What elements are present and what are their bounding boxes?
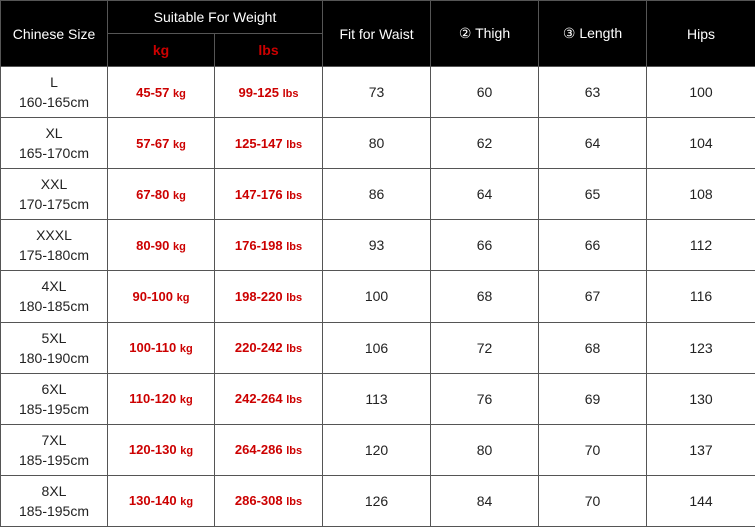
table-row	[1, 322, 755, 373]
hips-cell: 112	[647, 220, 755, 271]
waist-cell: 86	[323, 169, 431, 220]
weight-lbs-value: 220-242	[234, 340, 283, 356]
weight-kg-unit: kg	[173, 189, 186, 202]
thigh-cell: 64	[431, 169, 539, 220]
weight-kg-cell	[108, 271, 215, 322]
size-cell	[1, 424, 108, 475]
table-row	[1, 118, 755, 169]
thigh-cell: 76	[431, 373, 539, 424]
weight-lbs-unit: lbs	[286, 394, 303, 407]
size-label: 8XL	[41, 482, 67, 499]
height-range: 170-175cm	[18, 196, 90, 213]
header-thigh: ② Thigh	[431, 1, 539, 67]
header-length: ③ Length	[539, 1, 647, 67]
header-kg: kg	[108, 34, 215, 67]
table-row	[1, 475, 755, 526]
weight-lbs-cell	[215, 169, 323, 220]
weight-kg-value: 130-140	[128, 493, 177, 509]
weight-lbs-unit: lbs	[286, 445, 303, 458]
weight-lbs-cell	[215, 373, 323, 424]
length-cell: 70	[539, 424, 647, 475]
weight-kg-cell	[108, 475, 215, 526]
size-cell	[1, 373, 108, 424]
height-range: 185-195cm	[18, 451, 90, 468]
weight-lbs-unit: lbs	[286, 343, 303, 356]
table-row	[1, 220, 755, 271]
size-cell	[1, 271, 108, 322]
weight-kg-value: 80-90	[136, 237, 170, 253]
weight-kg-unit: kg	[176, 291, 190, 304]
thigh-cell: 80	[431, 424, 539, 475]
hips-cell: 108	[647, 169, 755, 220]
height-range: 160-165cm	[18, 94, 90, 111]
weight-kg-unit: kg	[180, 445, 194, 458]
weight-kg-unit: kg	[179, 343, 193, 356]
waist-cell: 113	[323, 373, 431, 424]
weight-lbs-cell	[215, 67, 323, 118]
table-row	[1, 169, 755, 220]
weight-lbs-unit: lbs	[286, 138, 303, 151]
weight-lbs-cell	[215, 118, 323, 169]
table-row	[1, 67, 755, 118]
size-label: XXL	[40, 176, 68, 193]
length-cell: 69	[539, 373, 647, 424]
hips-cell: 144	[647, 475, 755, 526]
weight-lbs-value: 198-220	[234, 288, 283, 304]
weight-lbs-unit: lbs	[286, 240, 303, 253]
weight-kg-cell	[108, 322, 215, 373]
height-range: 180-185cm	[18, 298, 90, 315]
size-label: L	[50, 74, 58, 91]
weight-kg-cell	[108, 373, 215, 424]
weight-kg-unit: kg	[180, 496, 194, 509]
weight-lbs-cell	[215, 475, 323, 526]
waist-cell: 73	[323, 67, 431, 118]
waist-cell: 106	[323, 322, 431, 373]
weight-kg-value: 120-130	[128, 442, 177, 458]
table-row	[1, 373, 755, 424]
weight-kg-cell	[108, 118, 215, 169]
header-lbs: lbs	[215, 34, 323, 67]
weight-lbs-value: 125-147	[234, 135, 283, 151]
weight-kg-value: 45-57	[136, 84, 170, 100]
size-label: 7XL	[41, 431, 67, 448]
size-label: 5XL	[41, 329, 67, 346]
waist-cell: 100	[323, 271, 431, 322]
weight-kg-value: 100-110	[129, 340, 177, 356]
length-cell: 66	[539, 220, 647, 271]
weight-lbs-cell	[215, 271, 323, 322]
weight-lbs-unit: lbs	[286, 291, 303, 304]
weight-lbs-unit: lbs	[286, 496, 303, 509]
weight-lbs-value: 286-308	[234, 493, 283, 509]
weight-kg-unit: kg	[179, 394, 193, 407]
length-cell: 65	[539, 169, 647, 220]
length-cell: 67	[539, 271, 647, 322]
weight-lbs-value: 147-176	[234, 186, 283, 202]
hips-cell: 130	[647, 373, 755, 424]
weight-lbs-value: 176-198	[234, 237, 283, 253]
waist-cell: 80	[323, 118, 431, 169]
size-label: 4XL	[41, 278, 67, 295]
weight-lbs-unit: lbs	[282, 87, 299, 100]
thigh-cell: 62	[431, 118, 539, 169]
thigh-cell: 84	[431, 475, 539, 526]
table-header	[1, 1, 755, 67]
size-cell	[1, 169, 108, 220]
header-fit-for-waist: Fit for Waist	[323, 1, 431, 67]
weight-kg-value: 110-120	[129, 391, 177, 407]
weight-lbs-cell	[215, 424, 323, 475]
weight-kg-cell	[108, 424, 215, 475]
weight-kg-cell	[108, 169, 215, 220]
weight-lbs-cell	[215, 220, 323, 271]
waist-cell: 126	[323, 475, 431, 526]
weight-lbs-cell	[215, 322, 323, 373]
thigh-cell: 60	[431, 67, 539, 118]
weight-lbs-unit: lbs	[286, 189, 303, 202]
size-cell	[1, 475, 108, 526]
weight-lbs-value: 264-286	[234, 442, 283, 458]
weight-lbs-value: 242-264	[234, 391, 283, 407]
size-cell	[1, 322, 108, 373]
weight-kg-cell	[108, 67, 215, 118]
table-body	[1, 67, 755, 527]
size-cell	[1, 118, 108, 169]
weight-lbs-value: 99-125	[238, 84, 279, 100]
size-cell	[1, 220, 108, 271]
hips-cell: 123	[647, 322, 755, 373]
hips-cell: 104	[647, 118, 755, 169]
weight-kg-cell	[108, 220, 215, 271]
weight-kg-value: 67-80	[136, 186, 170, 202]
header-suitable-for-weight: Suitable For Weight	[108, 1, 323, 34]
weight-kg-unit: kg	[173, 240, 186, 253]
size-cell	[1, 67, 108, 118]
hips-cell: 137	[647, 424, 755, 475]
length-cell: 64	[539, 118, 647, 169]
height-range: 175-180cm	[18, 247, 90, 264]
header-chinese-size: Chinese Size	[1, 1, 108, 67]
thigh-cell: 68	[431, 271, 539, 322]
table-row	[1, 424, 755, 475]
length-cell: 68	[539, 322, 647, 373]
weight-kg-unit: kg	[173, 138, 186, 151]
hips-cell: 116	[647, 271, 755, 322]
height-range: 180-190cm	[18, 349, 90, 366]
weight-kg-value: 57-67	[136, 135, 170, 151]
thigh-cell: 66	[431, 220, 539, 271]
height-range: 185-195cm	[18, 502, 90, 519]
waist-cell: 120	[323, 424, 431, 475]
length-cell: 70	[539, 475, 647, 526]
thigh-cell: 72	[431, 322, 539, 373]
header-hips: Hips	[647, 1, 755, 67]
height-range: 185-195cm	[18, 400, 90, 417]
length-cell: 63	[539, 67, 647, 118]
size-label: 6XL	[41, 380, 67, 397]
table-row	[1, 271, 755, 322]
waist-cell: 93	[323, 220, 431, 271]
size-label: XXXL	[36, 227, 72, 244]
size-label: XL	[45, 125, 63, 142]
weight-kg-unit: kg	[173, 87, 186, 100]
weight-kg-value: 90-100	[132, 288, 173, 304]
height-range: 165-170cm	[18, 145, 90, 162]
hips-cell: 100	[647, 67, 755, 118]
